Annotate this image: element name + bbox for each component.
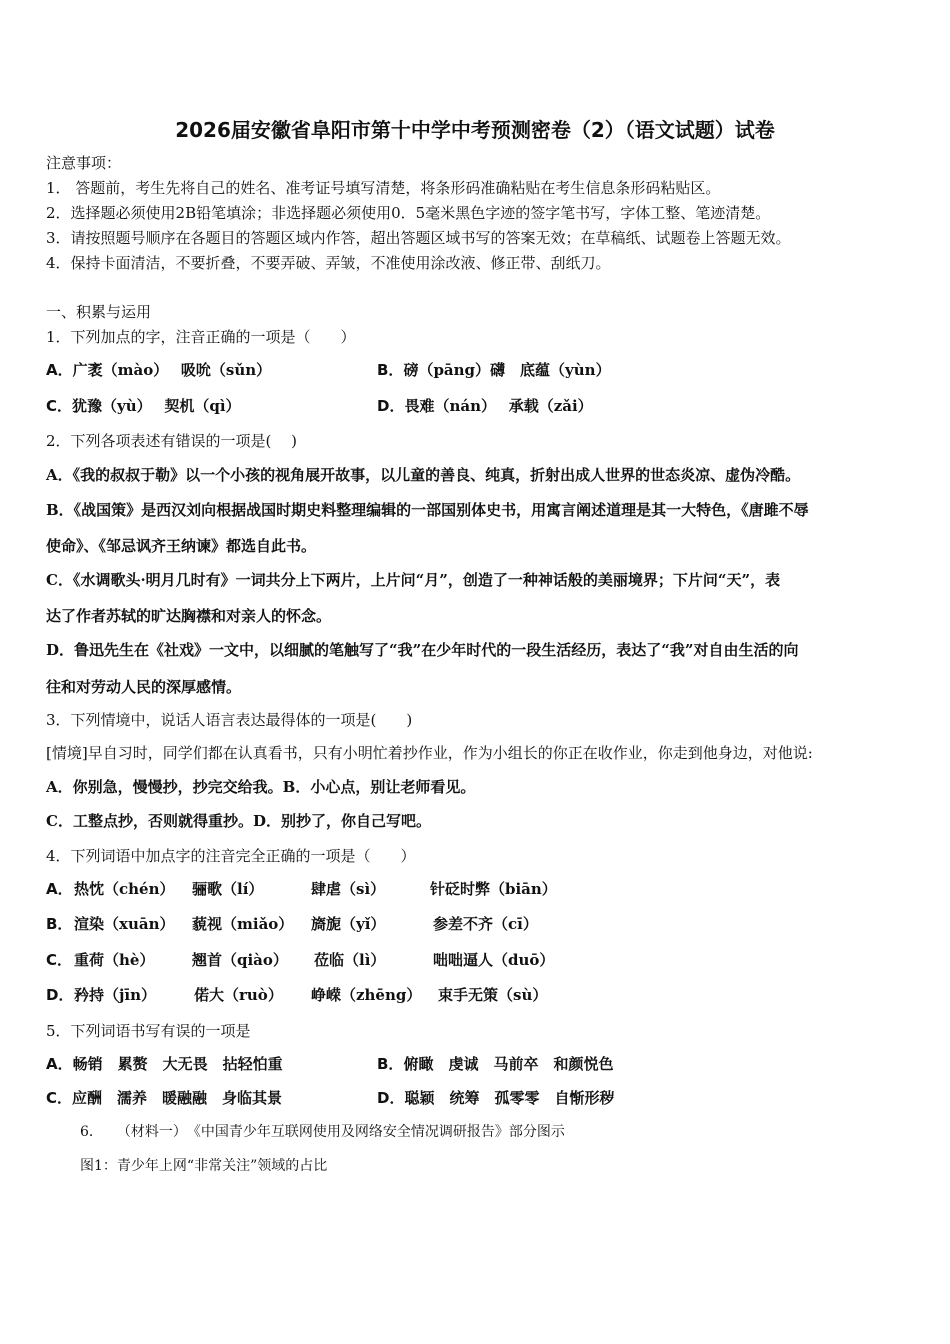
q4-row-c xyxy=(46,950,72,970)
q5-b-label: B． xyxy=(377,1055,404,1073)
q4-b-item-3: 旖旎（yǐ） xyxy=(311,915,386,933)
q5-b-text: 俯瞰 虔诚 马前卒 和颜悦色 xyxy=(403,1055,614,1073)
q4-a-label: A． xyxy=(46,880,73,898)
q4-a-item-1: 热忱（chén） xyxy=(74,880,175,898)
q2-option-b-line1: B．《战国策》是西汉刘向根据战国时期史料整理编辑的一部国别体史书，用寓言阐述道理是其一大特色，《唐雎不辱 xyxy=(46,501,809,519)
q5-a-label: A． xyxy=(46,1055,73,1073)
q4-c-item-4: 咄咄逼人（duō） xyxy=(433,951,555,969)
q4-a-item-3: 肆虐（sì） xyxy=(311,880,386,898)
q4-a-item-2: 骊歌（lí） xyxy=(192,880,264,898)
q4-c-item-3: 莅临（lì） xyxy=(314,951,386,969)
q4-a-item-4: 针砭时弊（biān） xyxy=(430,880,557,898)
q1-option-a xyxy=(46,360,271,380)
q5-option-b xyxy=(377,1054,613,1074)
q4-stem: 4．下列词语中加点字的注音完全正确的一项是（ ） xyxy=(46,847,416,865)
q1-option-d xyxy=(377,396,593,416)
q2-option-c-line2: 达了作者苏轼的旷达胸襟和对亲人的怀念。 xyxy=(46,607,332,625)
q4-c-item-2: 翘首（qiào） xyxy=(192,951,288,969)
q1-stem: 1．下列加点的字，注音正确的一项是（ ） xyxy=(46,328,356,346)
q2-option-d-line1: D．鲁迅先生在《社戏》一文中，以细腻的笔触写了“我”在少年时代的一段生活经历，表达了“我”对自由生活的向 xyxy=(46,641,799,659)
q1-option-c xyxy=(46,396,241,416)
q4-b-label: B． xyxy=(46,915,73,933)
q3-stem: 3．下列情境中，说话人语言表达最得体的一项是( ) xyxy=(46,711,413,729)
q5-d-label: D． xyxy=(377,1089,405,1107)
notice-item-1: 1． 答题前，考生先将自己的姓名、准考证号填写清楚，将条形码准确粘贴在考生信息条形码粘贴区。 xyxy=(46,179,721,197)
q3-options-ab: A．你别急，慢慢抄，抄完交给我。B．小心点，别让老师看见。 xyxy=(46,778,476,796)
q1-c-label: C． xyxy=(46,397,73,415)
q4-d-item-4: 束手无策（sù） xyxy=(438,986,548,1004)
q5-c-label: C． xyxy=(46,1089,73,1107)
q1-option-b xyxy=(377,360,611,380)
q4-d-item-1: 矜持（jīn） xyxy=(74,986,157,1004)
notice-item-3: 3．请按照题号顺序在各题目的答题区域内作答，超出答题区域书写的答案无效；在草稿纸、试题卷上答题无效。 xyxy=(46,229,791,247)
q1-b-label: B． xyxy=(377,361,404,379)
q4-b-item-2: 藐视（miǎo） xyxy=(192,915,294,933)
q4-b-item-1: 渲染（xuān） xyxy=(74,915,175,933)
q4-d-item-2: 偌大（ruò） xyxy=(194,986,283,1004)
q3-context: [情境]早自习时，同学们都在认真看书，只有小明忙着抄作业，作为小组长的你正在收作业，你走到他身边，对他说: xyxy=(46,744,813,762)
exam-title: 2026届安徽省阜阳市第十中学中考预测密卷（2）（语文试题）试卷 xyxy=(175,118,775,142)
q5-d-text: 聪颖 统筹 孤零零 自惭形秽 xyxy=(404,1089,615,1107)
q5-c-text: 应酬 濡养 暖融融 身临其景 xyxy=(72,1089,283,1107)
q3-options-cd: C．工整点抄，否则就得重抄。D．别抄了，你自己写吧。 xyxy=(46,812,431,830)
q4-row-a xyxy=(46,879,73,899)
q4-row-d xyxy=(46,985,73,1005)
q5-a-text: 畅销 累赘 大无畏 拈轻怕重 xyxy=(72,1055,283,1073)
q5-option-a xyxy=(46,1054,283,1074)
q2-option-d-line2: 往和对劳动人民的深厚感情。 xyxy=(46,678,242,696)
q4-b-item-4: 参差不齐（cī） xyxy=(433,915,538,933)
notice-item-2: 2．选择题必须使用2B铅笔填涂；非选择题必须使用0．5毫米黑色字迹的签字笔书写，字体工整、笔迹清楚。 xyxy=(46,204,771,222)
q6-figure-caption: 图1：青少年上网“非常关注”领域的占比 xyxy=(80,1158,328,1174)
q2-option-a: A．《我的叔叔于勒》以一个小孩的视角展开故事，以儿童的善良、纯真，折射出成人世界的世态炎凉、虚伪冷酷。 xyxy=(46,466,801,484)
q1-c-text: 犹豫（yù） 契机（qì） xyxy=(72,397,241,415)
q4-c-item-1: 重荷（hè） xyxy=(74,951,155,969)
q1-d-text: 畏难（nán） 承载（zǎi） xyxy=(404,397,593,415)
q2-option-b-line2: 使命》、《邹忌讽齐王纳谏》都选自此书。 xyxy=(46,537,317,555)
q4-d-label: D． xyxy=(46,986,74,1004)
q5-option-c xyxy=(46,1088,282,1108)
q4-row-b xyxy=(46,914,72,934)
q1-a-label: A． xyxy=(46,361,73,379)
q5-stem: 5．下列词语书写有误的一项是 xyxy=(46,1022,251,1040)
q1-b-text: 磅（pāng）礴 底蕴（yùn） xyxy=(403,361,611,379)
notice-item-4: 4．保持卡面清洁，不要折叠，不要弄破、弄皱，不准使用涂改液、修正带、刮纸刀。 xyxy=(46,254,611,272)
q5-option-d xyxy=(377,1088,614,1108)
q2-option-c-line1: C．《水调歌头·明月几时有》一词共分上下两片，上片问“月”，创造了一种神话般的美丽境界；下片问“天”，表 xyxy=(46,571,781,589)
q6-stem: 6． （材料一） 《中国青少年互联网使用及网络安全情况调研报告》部分图示 xyxy=(80,1124,565,1140)
q4-c-label: C． xyxy=(46,951,73,969)
q4-d-item-3: 峥嵘（zhēng） xyxy=(311,986,422,1004)
q2-stem: 2．下列各项表述有错误的一项是( ) xyxy=(46,432,298,450)
section-heading: 一、积累与运用 xyxy=(46,303,152,321)
q1-a-text: 广袤（mào） 吸吮（sǔn） xyxy=(72,361,272,379)
q1-d-label: D． xyxy=(377,397,405,415)
notice-heading: 注意事项： xyxy=(46,154,122,172)
